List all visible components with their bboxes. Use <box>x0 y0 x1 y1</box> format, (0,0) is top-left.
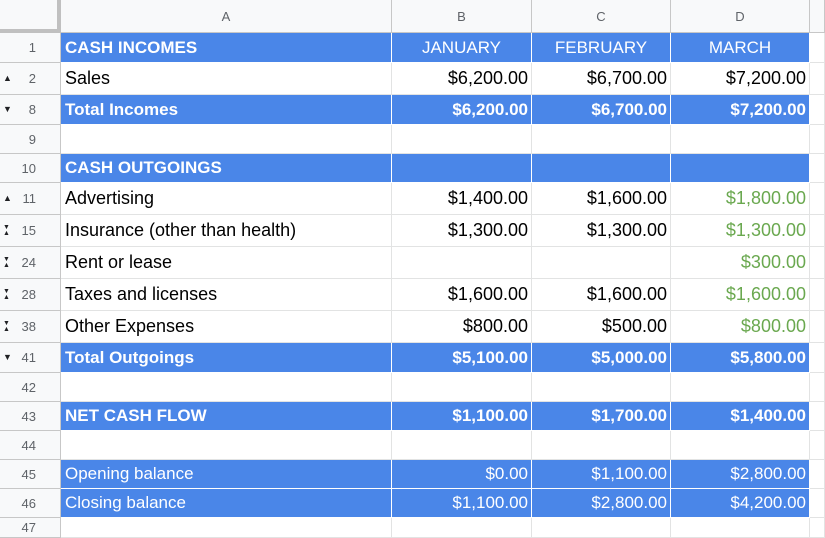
row-header-11[interactable] <box>0 183 61 215</box>
cell-b38[interactable]: $800.00 <box>392 311 532 343</box>
row-header-46[interactable] <box>0 489 61 518</box>
cell-b43[interactable]: $1,100.00 <box>392 402 532 431</box>
cell-c11[interactable]: $1,600.00 <box>532 183 671 215</box>
group-collapse-icon[interactable]: ▼ <box>3 104 12 114</box>
row-number: 24 <box>21 255 36 270</box>
cell-d43[interactable]: $1,400.00 <box>671 402 810 431</box>
cell-b44[interactable] <box>392 431 532 460</box>
group-collapsed-rows-icon[interactable]: ▼ ▲ <box>3 223 10 237</box>
row-header-44[interactable] <box>0 431 61 460</box>
row-number: 41 <box>21 350 36 365</box>
row-number: 46 <box>21 495 36 511</box>
cell-d38[interactable]: $800.00 <box>671 311 810 343</box>
cell-d45[interactable]: $2,800.00 <box>671 460 810 489</box>
cell-a2[interactable]: Sales <box>61 63 392 95</box>
row-number: 2 <box>28 71 36 86</box>
cell-c9[interactable] <box>532 125 671 154</box>
cell-b24[interactable] <box>392 247 532 279</box>
cell-d11[interactable]: $1,800.00 <box>671 183 810 215</box>
cell-e47[interactable] <box>810 518 825 538</box>
cell-a47[interactable] <box>61 518 392 538</box>
group-collapsed-rows-icon[interactable]: ▼ ▲ <box>3 287 10 301</box>
cell-b9[interactable] <box>392 125 532 154</box>
row-header-2[interactable] <box>0 63 61 95</box>
row-number: 1 <box>28 40 36 55</box>
cell-c44[interactable] <box>532 431 671 460</box>
row-header-38[interactable] <box>0 311 61 343</box>
cell-d24[interactable]: $300.00 <box>671 247 810 279</box>
row-number: 8 <box>28 102 36 117</box>
cell-d15[interactable]: $1,300.00 <box>671 215 810 247</box>
cell-a28[interactable]: Taxes and licenses <box>61 279 392 311</box>
column-header-partial[interactable] <box>810 0 825 33</box>
cell-c46[interactable]: $2,800.00 <box>532 489 671 518</box>
cell-b11[interactable]: $1,400.00 <box>392 183 532 215</box>
cell-c24[interactable] <box>532 247 671 279</box>
cell-c15[interactable]: $1,300.00 <box>532 215 671 247</box>
cell-c38[interactable]: $500.00 <box>532 311 671 343</box>
cell-a45[interactable]: Opening balance <box>61 460 392 489</box>
cell-d9[interactable] <box>671 125 810 154</box>
cell-e44[interactable] <box>810 431 825 460</box>
column-header-b[interactable]: B <box>392 0 532 33</box>
group-collapsed-rows-icon[interactable]: ▼ ▲ <box>3 255 10 269</box>
cell-e41[interactable] <box>810 343 825 373</box>
cell-a15[interactable]: Insurance (other than health) <box>61 215 392 247</box>
row-header-1[interactable] <box>0 33 61 63</box>
row-number: 45 <box>21 466 36 482</box>
cell-a38[interactable]: Other Expenses <box>61 311 392 343</box>
cell-b2[interactable]: $6,200.00 <box>392 63 532 95</box>
row-number: 15 <box>21 223 36 238</box>
cell-e2[interactable] <box>810 63 825 95</box>
cell-d10[interactable] <box>671 154 810 183</box>
cell-a41[interactable]: Total Outgoings <box>61 343 392 373</box>
cell-c2[interactable]: $6,700.00 <box>532 63 671 95</box>
row-number: 38 <box>21 319 36 334</box>
cell-d28[interactable]: $1,600.00 <box>671 279 810 311</box>
row-header-8[interactable] <box>0 95 61 125</box>
cell-d2[interactable]: $7,200.00 <box>671 63 810 95</box>
cell-b28[interactable]: $1,600.00 <box>392 279 532 311</box>
group-expand-icon[interactable]: ▲ <box>3 193 12 203</box>
cell-a42[interactable] <box>61 373 392 402</box>
row-number: 9 <box>28 131 36 147</box>
cell-c1[interactable]: FEBRUARY <box>532 33 671 63</box>
cell-a8[interactable]: Total Incomes <box>61 95 392 125</box>
cell-a9[interactable] <box>61 125 392 154</box>
cell-e9[interactable] <box>810 125 825 154</box>
cell-a44[interactable] <box>61 431 392 460</box>
cell-a46[interactable]: Closing balance <box>61 489 392 518</box>
cell-d8[interactable]: $7,200.00 <box>671 95 810 125</box>
row-header-41[interactable] <box>0 343 61 373</box>
row-header-47[interactable] <box>0 518 61 538</box>
group-expand-icon[interactable]: ▲ <box>3 73 12 83</box>
cell-e1[interactable] <box>810 33 825 63</box>
row-header-24[interactable] <box>0 247 61 279</box>
group-collapsed-rows-icon[interactable]: ▼ ▲ <box>3 319 10 333</box>
cell-d41[interactable]: $5,800.00 <box>671 343 810 373</box>
cell-b45[interactable]: $0.00 <box>392 460 532 489</box>
cell-e8[interactable] <box>810 95 825 125</box>
cell-e43[interactable] <box>810 402 825 431</box>
row-number: 11 <box>22 191 36 206</box>
cell-d44[interactable] <box>671 431 810 460</box>
select-all-corner[interactable] <box>0 0 61 33</box>
row-number: 42 <box>21 379 36 395</box>
row-number: 43 <box>21 408 36 424</box>
cell-b47[interactable] <box>392 518 532 538</box>
cell-e10[interactable] <box>810 154 825 183</box>
cell-c10[interactable] <box>532 154 671 183</box>
cell-b42[interactable] <box>392 373 532 402</box>
cell-e42[interactable] <box>810 373 825 402</box>
row-number: 28 <box>21 287 36 302</box>
cell-e28[interactable] <box>810 279 825 311</box>
column-header-c[interactable]: C <box>532 0 671 33</box>
row-header-42[interactable] <box>0 373 61 402</box>
cell-e24[interactable] <box>810 247 825 279</box>
cell-b8[interactable]: $6,200.00 <box>392 95 532 125</box>
row-number: 44 <box>21 437 36 453</box>
row-header-45[interactable] <box>0 460 61 489</box>
cell-c8[interactable]: $6,700.00 <box>532 95 671 125</box>
cell-c28[interactable]: $1,600.00 <box>532 279 671 311</box>
cell-c43[interactable]: $1,700.00 <box>532 402 671 431</box>
cell-a10[interactable]: CASH OUTGOINGS <box>61 154 392 183</box>
cell-d42[interactable] <box>671 373 810 402</box>
cell-c47[interactable] <box>532 518 671 538</box>
cell-b1[interactable]: JANUARY <box>392 33 532 63</box>
cell-e15[interactable] <box>810 215 825 247</box>
cell-c42[interactable] <box>532 373 671 402</box>
cell-b46[interactable]: $1,100.00 <box>392 489 532 518</box>
cell-d47[interactable] <box>671 518 810 538</box>
cell-a11[interactable]: Advertising <box>61 183 392 215</box>
cell-e46[interactable] <box>810 489 825 518</box>
row-header-28[interactable] <box>0 279 61 311</box>
cell-d1[interactable]: MARCH <box>671 33 810 63</box>
cell-a1[interactable]: CASH INCOMES <box>61 33 392 63</box>
row-header-9[interactable] <box>0 125 61 154</box>
column-header-a[interactable]: A <box>61 0 392 33</box>
row-number: 10 <box>21 160 36 176</box>
row-number: 47 <box>21 520 36 535</box>
cell-d46[interactable]: $4,200.00 <box>671 489 810 518</box>
cell-c45[interactable]: $1,100.00 <box>532 460 671 489</box>
row-header-10[interactable] <box>0 154 61 183</box>
row-header-43[interactable] <box>0 402 61 431</box>
cell-a24[interactable]: Rent or lease <box>61 247 392 279</box>
cell-e11[interactable] <box>810 183 825 215</box>
cell-c41[interactable]: $5,000.00 <box>532 343 671 373</box>
group-collapse-icon[interactable]: ▼ <box>3 352 12 362</box>
cell-b15[interactable]: $1,300.00 <box>392 215 532 247</box>
cell-a43[interactable]: NET CASH FLOW <box>61 402 392 431</box>
cell-e45[interactable] <box>810 460 825 489</box>
cell-b41[interactable]: $5,100.00 <box>392 343 532 373</box>
row-header-15[interactable] <box>0 215 61 247</box>
cell-b10[interactable] <box>392 154 532 183</box>
cell-e38[interactable] <box>810 311 825 343</box>
column-header-d[interactable]: D <box>671 0 810 33</box>
